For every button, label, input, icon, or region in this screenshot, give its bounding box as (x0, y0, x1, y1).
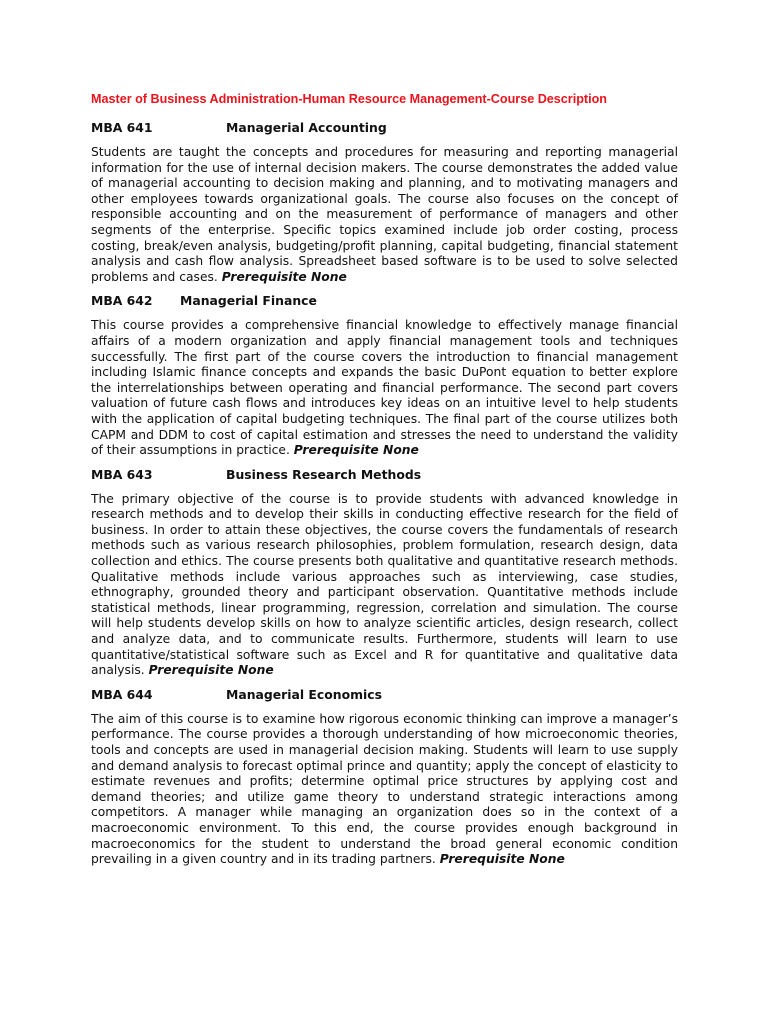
course-name: Business Research Methods (226, 466, 422, 482)
course-heading (91, 292, 678, 310)
prerequisite-note: Prerequisite None (148, 663, 274, 678)
course-description-text: This course provides a comprehensive financial knowledge to effectively manage financial affairs of a modern organization and apply financial management tools and techniques successfully. The first part of the course covers the introduction to financial management including Islamic finance concepts and expands the basic DuPont equation to better explore the interrelationships between operating and financial performance. The second part covers valuation of future cash flows and introduces key ideas on an intuitive level to help students with the application of capital budgeting techniques. The final part of the course utilizes both CAPM and DDM to cost of capital estimation and stresses the need to understand the validity of their assumptions in practice. (91, 318, 678, 458)
prerequisite-note: Prerequisite None (293, 443, 419, 458)
course-description-text: Students are taught the concepts and procedures for measuring and reporting managerial information for the use of internal decision makers. The course demonstrates the added value of managerial accounting to decision making and planning, and to motivating managers and other employees towards organizational goals. The course also focuses on the concept of responsible accounting and on the measurement of performance of managers and other segments of the enterprise. Specific topics examined include job order costing, process costing, break/even analysis, budgeting/profit planning, capital budgeting, financial statement analysis and cash flow analysis. Spreadsheet based software is to be used to solve selected problems and cases. (91, 145, 678, 284)
course-name: Managerial Finance (180, 293, 317, 309)
course-heading (91, 686, 678, 704)
prerequisite-note: Prerequisite None (221, 269, 347, 284)
course-mba-643 (91, 466, 678, 679)
course-heading (91, 119, 678, 137)
course-description (91, 145, 678, 285)
course-description-text: The primary objective of the course is to provide students with advanced knowledge in research methods and to develop their skills in conducting effective research for the field of business. In order to attain these objectives, the course covers the fundamentals of research methods such as various research philosophies, problem formulation, research design, data collection and ethics. The course presents both qualitative and quantitative research methods. Qualitative methods include various approaches such as interviewing, case studies, ethnography, grounded theory and participant observation. Quantitative methods include statistical methods, linear programming, regression, correlation and simulation. The course will help students develop skills on how to analyze scientific articles, design research, collect and analyze data, and to communicate results. Furthermore, students will learn to use quantitative/statistical software such as Excel and R for quantitative and qualitative data analysis. (91, 491, 678, 678)
course-code: MBA 642 (91, 293, 153, 309)
course-description (91, 712, 678, 868)
document-page (91, 90, 678, 875)
course-description-text: The aim of this course is to examine how rigorous economic thinking can improve a manager’s performance. The course provides a thorough understanding of how microeconomic theories, tools and concepts are used in managerial decision making. Students will learn to use supply and demand analysis to forecast optimal prince and quantity; apply the concept of elasticity to estimate revenues and profits; determine optimal price structures by applying cost and demand theories; and utilize game theory to understand strategic interactions among competitors. A manager while managing an organization does so in the context of a macroeconomic environment. To this end, the course provides enough background in macroeconomics for the student to understand the broad general economic condition prevailing in a given country and in its trading partners. (91, 711, 678, 867)
course-name: Managerial Economics (226, 686, 382, 702)
course-mba-644 (91, 686, 678, 868)
course-mba-642 (91, 292, 678, 458)
prerequisite-note: Prerequisite None (439, 852, 565, 867)
course-heading (91, 466, 678, 484)
course-code: MBA 644 (91, 686, 153, 702)
course-code: MBA 643 (91, 466, 153, 482)
course-mba-641 (91, 119, 678, 285)
course-description (91, 492, 678, 679)
course-name: Managerial Accounting (226, 120, 387, 135)
course-code: MBA 641 (91, 120, 153, 135)
document-title: Master of Business Administration-Human Resource Management-Course Description (91, 92, 607, 106)
course-description (91, 318, 678, 458)
